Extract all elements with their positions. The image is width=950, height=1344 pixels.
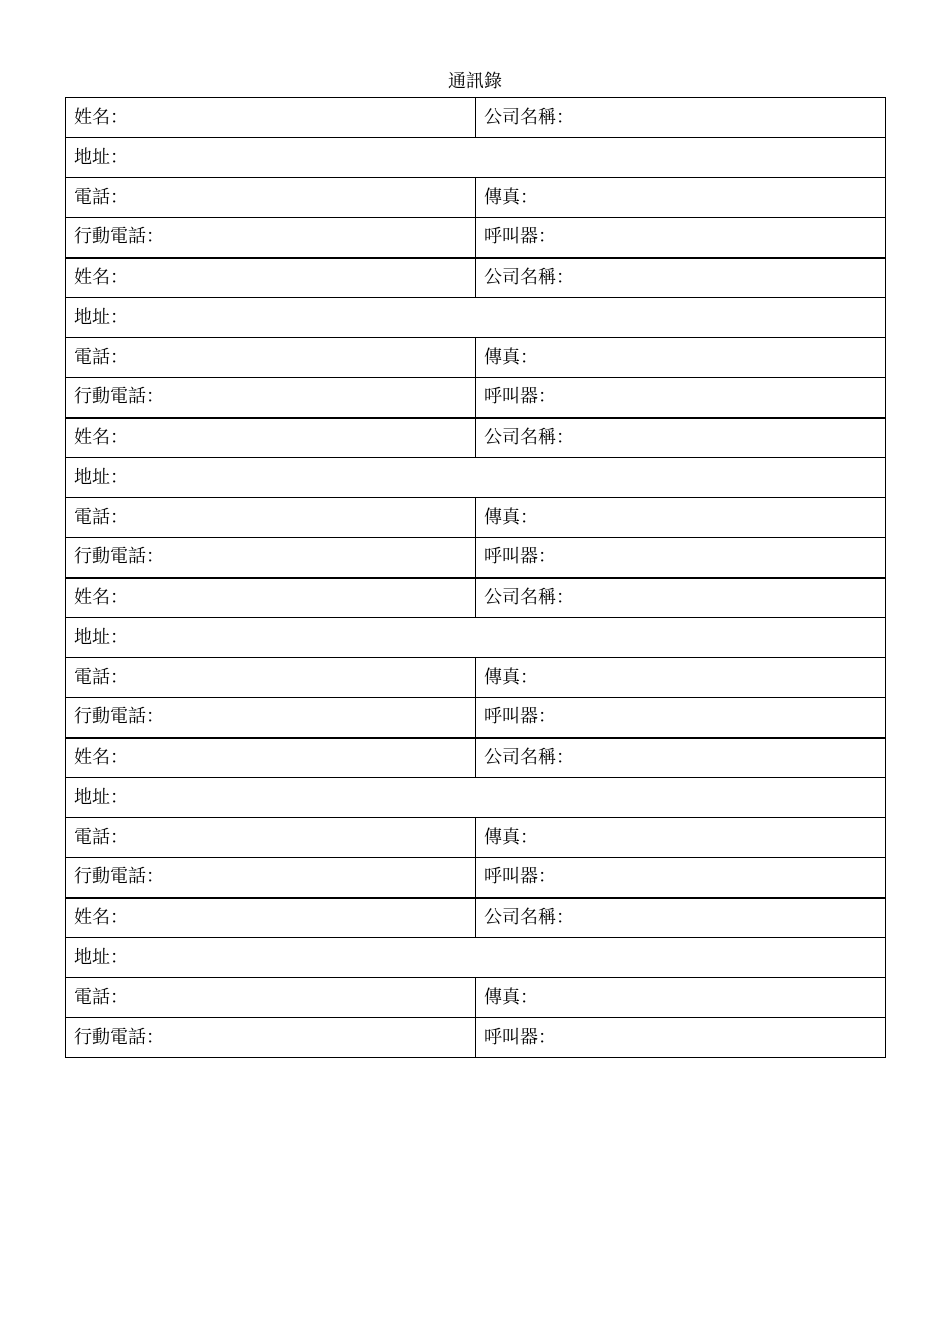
record-row — [66, 578, 886, 618]
mobile-label: 行動電話： — [74, 1026, 164, 1048]
phone-label: 電話： — [74, 666, 128, 688]
contact-table — [65, 97, 886, 1058]
mobile-field[interactable] — [66, 218, 476, 258]
address-label: 地址： — [74, 786, 128, 808]
record-row — [66, 218, 886, 258]
fax-field[interactable] — [476, 818, 886, 858]
address-field[interactable] — [66, 138, 886, 178]
company-field[interactable] — [476, 418, 886, 458]
pager-label: 呼叫器： — [484, 706, 556, 728]
mobile-field[interactable] — [66, 1018, 476, 1058]
record-row — [66, 258, 886, 298]
mobile-label: 行動電話： — [74, 226, 164, 248]
name-label: 姓名： — [74, 426, 128, 448]
address-label: 地址： — [74, 306, 128, 328]
address-label: 地址： — [74, 466, 128, 488]
record-row — [66, 1018, 886, 1058]
address-label: 地址： — [74, 146, 128, 168]
name-label: 姓名： — [74, 586, 128, 608]
company-field[interactable] — [476, 258, 886, 298]
record-row — [66, 858, 886, 898]
fax-field[interactable] — [476, 178, 886, 218]
record-row — [66, 298, 886, 338]
name-field[interactable] — [66, 418, 476, 458]
company-label: 公司名稱： — [484, 586, 574, 608]
phone-field[interactable] — [66, 658, 476, 698]
record-row — [66, 818, 886, 858]
record-row — [66, 458, 886, 498]
fax-field[interactable] — [476, 978, 886, 1018]
pager-label: 呼叫器： — [484, 226, 556, 248]
pager-field[interactable] — [476, 218, 886, 258]
name-field[interactable] — [66, 98, 476, 138]
record-row — [66, 618, 886, 658]
record-row — [66, 418, 886, 458]
pager-label: 呼叫器： — [484, 866, 556, 888]
address-field[interactable] — [66, 458, 886, 498]
mobile-field[interactable] — [66, 698, 476, 738]
record-row — [66, 338, 886, 378]
company-label: 公司名稱： — [484, 426, 574, 448]
address-label: 地址： — [74, 946, 128, 968]
pager-label: 呼叫器： — [484, 1026, 556, 1048]
phone-label: 電話： — [74, 986, 128, 1008]
fax-field[interactable] — [476, 658, 886, 698]
mobile-label: 行動電話： — [74, 866, 164, 888]
phone-field[interactable] — [66, 818, 476, 858]
fax-label: 傳真： — [484, 986, 538, 1008]
record-row — [66, 378, 886, 418]
company-field[interactable] — [476, 738, 886, 778]
phone-field[interactable] — [66, 338, 476, 378]
pager-label: 呼叫器： — [484, 386, 556, 408]
record-row — [66, 698, 886, 738]
pager-field[interactable] — [476, 698, 886, 738]
mobile-field[interactable] — [66, 378, 476, 418]
name-label: 姓名： — [74, 746, 128, 768]
company-field[interactable] — [476, 98, 886, 138]
pager-field[interactable] — [476, 858, 886, 898]
mobile-label: 行動電話： — [74, 386, 164, 408]
company-label: 公司名稱： — [484, 106, 574, 128]
name-field[interactable] — [66, 258, 476, 298]
company-field[interactable] — [476, 898, 886, 938]
address-field[interactable] — [66, 778, 886, 818]
record-row — [66, 498, 886, 538]
pager-field[interactable] — [476, 538, 886, 578]
fax-label: 傳真： — [484, 346, 538, 368]
mobile-label: 行動電話： — [74, 706, 164, 728]
phone-label: 電話： — [74, 826, 128, 848]
record-row — [66, 178, 886, 218]
phone-label: 電話： — [74, 186, 128, 208]
record-row — [66, 978, 886, 1018]
name-field[interactable] — [66, 738, 476, 778]
name-label: 姓名： — [74, 266, 128, 288]
phone-label: 電話： — [74, 346, 128, 368]
record-row — [66, 738, 886, 778]
pager-field[interactable] — [476, 378, 886, 418]
page-title: 通訊錄 — [448, 71, 502, 92]
name-field[interactable] — [66, 898, 476, 938]
fax-field[interactable] — [476, 338, 886, 378]
fax-label: 傳真： — [484, 666, 538, 688]
address-label: 地址： — [74, 626, 128, 648]
phone-field[interactable] — [66, 498, 476, 538]
contact-table-body — [66, 98, 886, 1058]
address-field[interactable] — [66, 938, 886, 978]
record-row — [66, 98, 886, 138]
company-label: 公司名稱： — [484, 906, 574, 928]
name-field[interactable] — [66, 578, 476, 618]
fax-label: 傳真： — [484, 826, 538, 848]
record-row — [66, 778, 886, 818]
fax-field[interactable] — [476, 498, 886, 538]
record-row — [66, 938, 886, 978]
phone-field[interactable] — [66, 178, 476, 218]
record-row — [66, 538, 886, 578]
company-field[interactable] — [476, 578, 886, 618]
address-field[interactable] — [66, 298, 886, 338]
pager-field[interactable] — [476, 1018, 886, 1058]
company-label: 公司名稱： — [484, 746, 574, 768]
fax-label: 傳真： — [484, 186, 538, 208]
record-row — [66, 138, 886, 178]
record-row — [66, 658, 886, 698]
mobile-field[interactable] — [66, 858, 476, 898]
fax-label: 傳真： — [484, 506, 538, 528]
phone-field[interactable] — [66, 978, 476, 1018]
pager-label: 呼叫器： — [484, 546, 556, 568]
address-field[interactable] — [66, 618, 886, 658]
record-row — [66, 898, 886, 938]
name-label: 姓名： — [74, 106, 128, 128]
name-label: 姓名： — [74, 906, 128, 928]
mobile-field[interactable] — [66, 538, 476, 578]
phone-label: 電話： — [74, 506, 128, 528]
company-label: 公司名稱： — [484, 266, 574, 288]
mobile-label: 行動電話： — [74, 546, 164, 568]
